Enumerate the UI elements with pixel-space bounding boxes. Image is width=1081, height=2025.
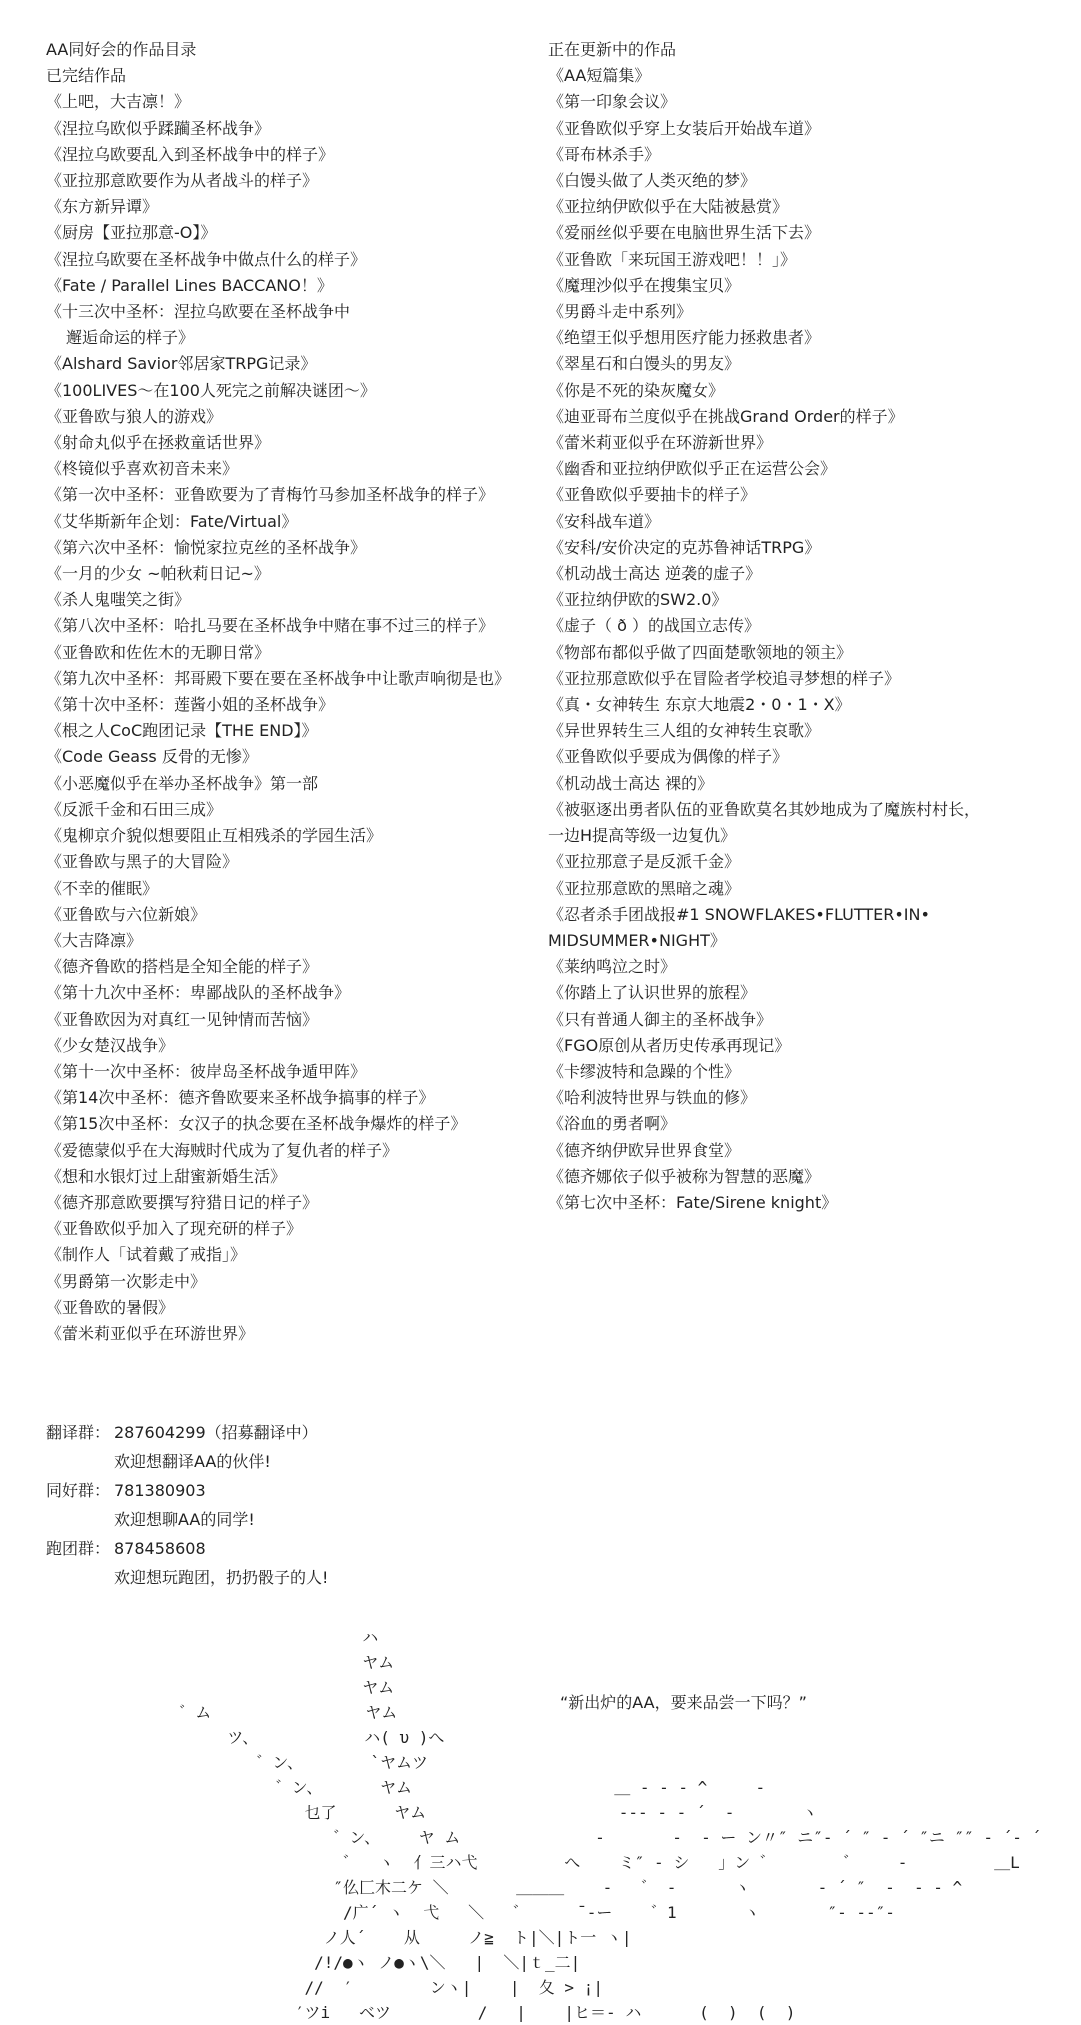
work-item[interactable]: 《第14次中圣杯：德齐鲁欧要来圣杯战争搞事的样子》 bbox=[46, 1088, 435, 1108]
work-item[interactable]: 《根之人CoC跑团记录【THE END】》 bbox=[46, 721, 318, 741]
work-item[interactable]: 《第六次中圣杯：愉悦家拉克丝的圣杯战争》 bbox=[46, 537, 367, 557]
completed-works-column bbox=[46, 37, 546, 1347]
work-item[interactable]: 《第十一次中圣杯：彼岸岛圣杯战争遁甲阵》 bbox=[46, 1061, 367, 1081]
fan-group-note: 欢迎想聊AA的同学! bbox=[114, 1510, 255, 1529]
work-item[interactable]: 《男爵斗走中系列》 bbox=[548, 302, 693, 322]
work-item[interactable]: 《亚鲁欧「来玩国王游戏吧！！」》 bbox=[548, 249, 797, 269]
work-item[interactable]: 《Code Geass 反骨的无惨》 bbox=[46, 747, 258, 767]
work-item[interactable]: 《想和水银灯过上甜蜜新婚生活》 bbox=[46, 1166, 287, 1186]
work-item[interactable]: 《第七次中圣杯：Fate/Sirene knight》 bbox=[548, 1192, 838, 1212]
work-item[interactable]: 《第九次中圣杯：邦哥殿下要在要在圣杯战争中让歌声响彻是也》 bbox=[46, 668, 511, 688]
work-item[interactable]: 《涅拉乌欧似乎蹂躏圣杯战争》 bbox=[46, 118, 271, 138]
work-item-continuation[interactable]: 邂逅命运的样子》 bbox=[66, 328, 195, 348]
work-item[interactable]: 《真・女神转生 东京大地震2・0・1・X》 bbox=[548, 695, 851, 715]
work-item[interactable]: 《幽香和亚拉纳伊欧似乎正在运营公会》 bbox=[548, 459, 837, 479]
work-item[interactable]: 《涅拉乌欧要乱入到圣杯战争中的样子》 bbox=[46, 144, 335, 164]
ongoing-works-column bbox=[548, 37, 1068, 1216]
work-item[interactable]: 《第一印象会议》 bbox=[548, 92, 677, 112]
work-item[interactable]: 《第十九次中圣杯：卑鄙战队的圣杯战争》 bbox=[46, 983, 351, 1003]
fan-group-label: 同好群： bbox=[46, 1481, 111, 1500]
work-item[interactable]: 《Alshard Savior邻居家TRPG记录》 bbox=[46, 354, 317, 374]
work-item[interactable]: 《物部布都似乎做了四面楚歌领地的领主》 bbox=[548, 642, 853, 662]
work-item[interactable]: 《魔理沙似乎在搜集宝贝》 bbox=[548, 275, 741, 295]
work-item[interactable]: 《一月的少女 ~帕秋莉日记~》 bbox=[46, 564, 270, 584]
work-item[interactable]: 《亚鲁欧似乎要抽卡的样子》 bbox=[548, 485, 757, 505]
work-item[interactable]: 《机动战士高达 逆袭的虚子》 bbox=[548, 564, 762, 584]
work-item[interactable]: 《亚鲁欧似乎穿上女装后开始战车道》 bbox=[548, 118, 821, 138]
work-item[interactable]: 《德齐鲁欧的搭档是全知全能的样子》 bbox=[46, 957, 319, 977]
ascii-art-area bbox=[160, 1625, 1042, 2022]
translate-group-note: 欢迎想翻译AA的伙伴! bbox=[114, 1452, 271, 1471]
work-item[interactable]: 《德齐娜依子似乎被称为智慧的恶魔》 bbox=[548, 1166, 821, 1186]
work-item[interactable]: 《第十次中圣杯：莲酱小姐的圣杯战争》 bbox=[46, 695, 335, 715]
work-item[interactable]: 《艾华斯新年企划：Fate/Virtual》 bbox=[46, 511, 298, 531]
work-item[interactable]: 《100LIVES～在100人死完之前解决谜团～》 bbox=[46, 380, 376, 400]
work-item[interactable]: 《不幸的催眠》 bbox=[46, 878, 159, 898]
work-item[interactable]: 《大吉降凛》 bbox=[46, 930, 143, 950]
work-item[interactable]: 《亚鲁欧的暑假》 bbox=[46, 1297, 175, 1317]
speech-text: “新出炉的AA，要来品尝一下吗？” bbox=[560, 1693, 807, 1712]
work-item[interactable]: 《男爵第一次影走中》 bbox=[46, 1271, 207, 1291]
catalog-title: AA同好会的作品目录 bbox=[46, 40, 197, 59]
work-item[interactable]: 《亚拉那意欧似乎在冒险者学校追寻梦想的样子》 bbox=[548, 668, 901, 688]
work-item[interactable]: 《AA短篇集》 bbox=[548, 66, 651, 86]
trpg-group-label: 跑团群： bbox=[46, 1539, 111, 1558]
work-item[interactable]: 《厨房【亚拉那意-O】》 bbox=[46, 223, 217, 243]
work-item[interactable]: 《你是不死的染灰魔女》 bbox=[548, 380, 725, 400]
work-item[interactable]: 《射命丸似乎在拯救童话世界》 bbox=[46, 433, 271, 453]
work-item[interactable]: 《亚拉纳伊欧的SW2.0》 bbox=[548, 590, 728, 610]
work-item[interactable]: 《亚拉纳伊欧似乎在大陆被悬赏》 bbox=[548, 197, 789, 217]
work-item[interactable]: 《哈利波特世界与铁血的修》 bbox=[548, 1088, 757, 1108]
fan-group-row bbox=[46, 1476, 328, 1505]
fan-group-number[interactable]: 781380903 bbox=[114, 1481, 206, 1500]
work-item[interactable]: 《东方新异谭》 bbox=[46, 197, 159, 217]
work-item[interactable]: 《亚鲁欧与六位新娘》 bbox=[46, 904, 207, 924]
work-item[interactable]: 《第15次中圣杯：女汉子的执念要在圣杯战争爆炸的样子》 bbox=[46, 1114, 467, 1134]
work-item[interactable]: 《亚拉那意子是反派千金》 bbox=[548, 852, 741, 872]
work-item[interactable]: 《你踏上了认识世界的旅程》 bbox=[548, 983, 757, 1003]
work-item[interactable]: 《少女楚汉战争》 bbox=[46, 1035, 175, 1055]
work-item[interactable]: 《机动战士高达 裸的》 bbox=[548, 773, 714, 793]
work-item[interactable]: 《爱丽丝似乎要在电脑世界生活下去》 bbox=[548, 223, 821, 243]
translate-group-row bbox=[46, 1418, 328, 1447]
work-item[interactable]: 《亚拉那意欧的黑暗之魂》 bbox=[548, 878, 741, 898]
translate-group-label: 翻译群： bbox=[46, 1423, 111, 1442]
trpg-group-number[interactable]: 878458608 bbox=[114, 1539, 206, 1558]
work-item[interactable]: 《德齐那意欧要撰写狩猎日记的样子》 bbox=[46, 1192, 319, 1212]
trpg-group-note: 欢迎想玩跑团，扔扔骰子的人! bbox=[114, 1568, 329, 1587]
work-item[interactable]: 《亚鲁欧与黑子的大冒险》 bbox=[46, 852, 239, 872]
work-item[interactable]: 《绝望王似乎想用医疗能力拯救患者》 bbox=[548, 328, 821, 348]
work-item[interactable]: 《异世界转生三人组的女神转生哀歌》 bbox=[548, 721, 821, 741]
work-item[interactable]: 《十三次中圣杯：涅拉乌欧要在圣杯战争中 bbox=[46, 302, 351, 322]
work-item[interactable]: 《亚鲁欧因为对真红一见钟情而苦恼》 bbox=[46, 1009, 319, 1029]
work-item[interactable]: 《反派千金和石田三成》 bbox=[46, 799, 223, 819]
work-item[interactable]: 《小恶魔似乎在举办圣杯战争》第一部 bbox=[46, 773, 319, 793]
work-item[interactable]: 《迪亚哥布兰度似乎在挑战Grand Order的样子》 bbox=[548, 406, 904, 426]
work-item[interactable]: 《第一次中圣杯：亚鲁欧要为了青梅竹马参加圣杯战争的样子》 bbox=[46, 485, 495, 505]
work-item[interactable]: 《被驱逐出勇者队伍的亚鲁欧莫名其妙地成为了魔族村村长， bbox=[548, 799, 981, 819]
work-item[interactable]: 《亚鲁欧似乎要成为偶像的样子》 bbox=[548, 747, 789, 767]
work-item[interactable]: 《哥布林杀手》 bbox=[548, 144, 661, 164]
work-item[interactable]: 《涅拉乌欧要在圣杯战争中做点什么的样子》 bbox=[46, 249, 367, 269]
work-item[interactable]: 《德齐纳伊欧异世界食堂》 bbox=[548, 1140, 741, 1160]
trpg-group-row bbox=[46, 1534, 328, 1563]
work-item[interactable]: 《莱纳鸣泣之时》 bbox=[548, 957, 677, 977]
work-item[interactable]: 《FGO原创从者历史传承再现记》 bbox=[548, 1035, 791, 1055]
work-item[interactable]: 《杀人鬼嗤笑之街》 bbox=[46, 590, 191, 610]
work-item[interactable]: 《虚子（ ð ）的战国立志传》 bbox=[548, 616, 760, 636]
work-item[interactable]: 《鬼柳京介貌似想要阻止互相残杀的学园生活》 bbox=[46, 826, 383, 846]
work-item[interactable]: 《蕾米莉亚似乎在环游新世界》 bbox=[548, 433, 773, 453]
work-item[interactable]: 《白馒头做了人类灭绝的梦》 bbox=[548, 171, 757, 191]
work-item[interactable]: 《亚鲁欧似乎加入了现充研的样子》 bbox=[46, 1219, 303, 1239]
work-item-continuation[interactable]: MIDSUMMER•NIGHT》 bbox=[548, 930, 726, 950]
work-item[interactable]: 《忍者杀手团战报#1 SNOWFLAKES•FLUTTER•IN• bbox=[548, 904, 930, 924]
ongoing-heading: 正在更新中的作品 bbox=[548, 40, 677, 59]
work-item[interactable]: 《卡缪波特和急躁的个性》 bbox=[548, 1061, 741, 1081]
work-item[interactable]: 《安科战车道》 bbox=[548, 511, 661, 531]
work-item[interactable]: 《亚鲁欧与狼人的游戏》 bbox=[46, 406, 223, 426]
work-item[interactable]: 《浴血的勇者啊》 bbox=[548, 1114, 677, 1134]
work-item[interactable]: 《安科/安价决定的克苏鲁神话TRPG》 bbox=[548, 537, 821, 557]
work-item[interactable]: 《翠星石和白馒头的男友》 bbox=[548, 354, 741, 374]
work-item[interactable]: 《上吧，大吉凛！》 bbox=[46, 92, 191, 112]
group-info bbox=[46, 1418, 328, 1592]
work-item[interactable]: 《蕾米莉亚似乎在环游世界》 bbox=[46, 1323, 255, 1343]
work-item[interactable]: 《亚鲁欧和佐佐木的无聊日常》 bbox=[46, 642, 271, 662]
work-item[interactable]: 《Fate / Parallel Lines BACCANO！》 bbox=[46, 275, 333, 295]
ascii-art: ハ ヤム ヤム ゛ム ヤム ツ、 ハ( υ )へ ゛ン、 `ヤムツ ゛ン、 ヤム ＿ ‐ ‐ ‐ ^ ‐ 乜了 ヤム ‐‐‐ ‐ ‐ ´ ‐ ヽ ゛ン、 ヤ ム ‐ ‐ ‐ ー ン〃″ ニ″‐ ´ ″ ‐ ´ ″ニ ″″ ‐ ´‐ ´ ゛ ヽ 亻三ハ弋 へ ミ″ ‐ シ 」ン ゛ ゛ ‐ ＿L ″仫匚木二ケ ＼ ＿＿＿ ‐ ゛ ‐ ヽ ‐ ´ ″ ‐ ‐ ‐ ^ /广´ ヽ 弋 ＼ ゛ ̄ ‐ー ゛1 ヽ ″‐ ‐‐″‐ ノ人´ 从 ノ≧ ト|＼|ト一 ヽ| /!/●ヽ ノ●ヽ\＼ | ＼|ｔ_二| // ′ ンヽ| | 夂 > ¡| ′ツi ベツ / | |ヒ＝‐ ハ ( ) ( ) bbox=[179, 1628, 1042, 2022]
work-item[interactable]: 《亚拉那意欧要作为从者战斗的样子》 bbox=[46, 171, 319, 191]
work-item-continuation[interactable]: 一边H提高等级一边复仇》 bbox=[548, 826, 737, 846]
work-item[interactable]: 《第八次中圣杯：哈扎马要在圣杯战争中赌在事不过三的样子》 bbox=[46, 616, 495, 636]
work-item[interactable]: 《爱德蒙似乎在大海贼时代成为了复仇者的样子》 bbox=[46, 1140, 399, 1160]
translate-group-number[interactable]: 287604299（招募翻译中） bbox=[114, 1423, 318, 1442]
work-item[interactable]: 《只有普通人御主的圣杯战争》 bbox=[548, 1009, 773, 1029]
work-item[interactable]: 《柊镜似乎喜欢初音未来》 bbox=[46, 459, 239, 479]
work-item[interactable]: 《制作人「试着戴了戒指」》 bbox=[46, 1245, 247, 1265]
completed-heading: 已完结作品 bbox=[46, 66, 127, 86]
